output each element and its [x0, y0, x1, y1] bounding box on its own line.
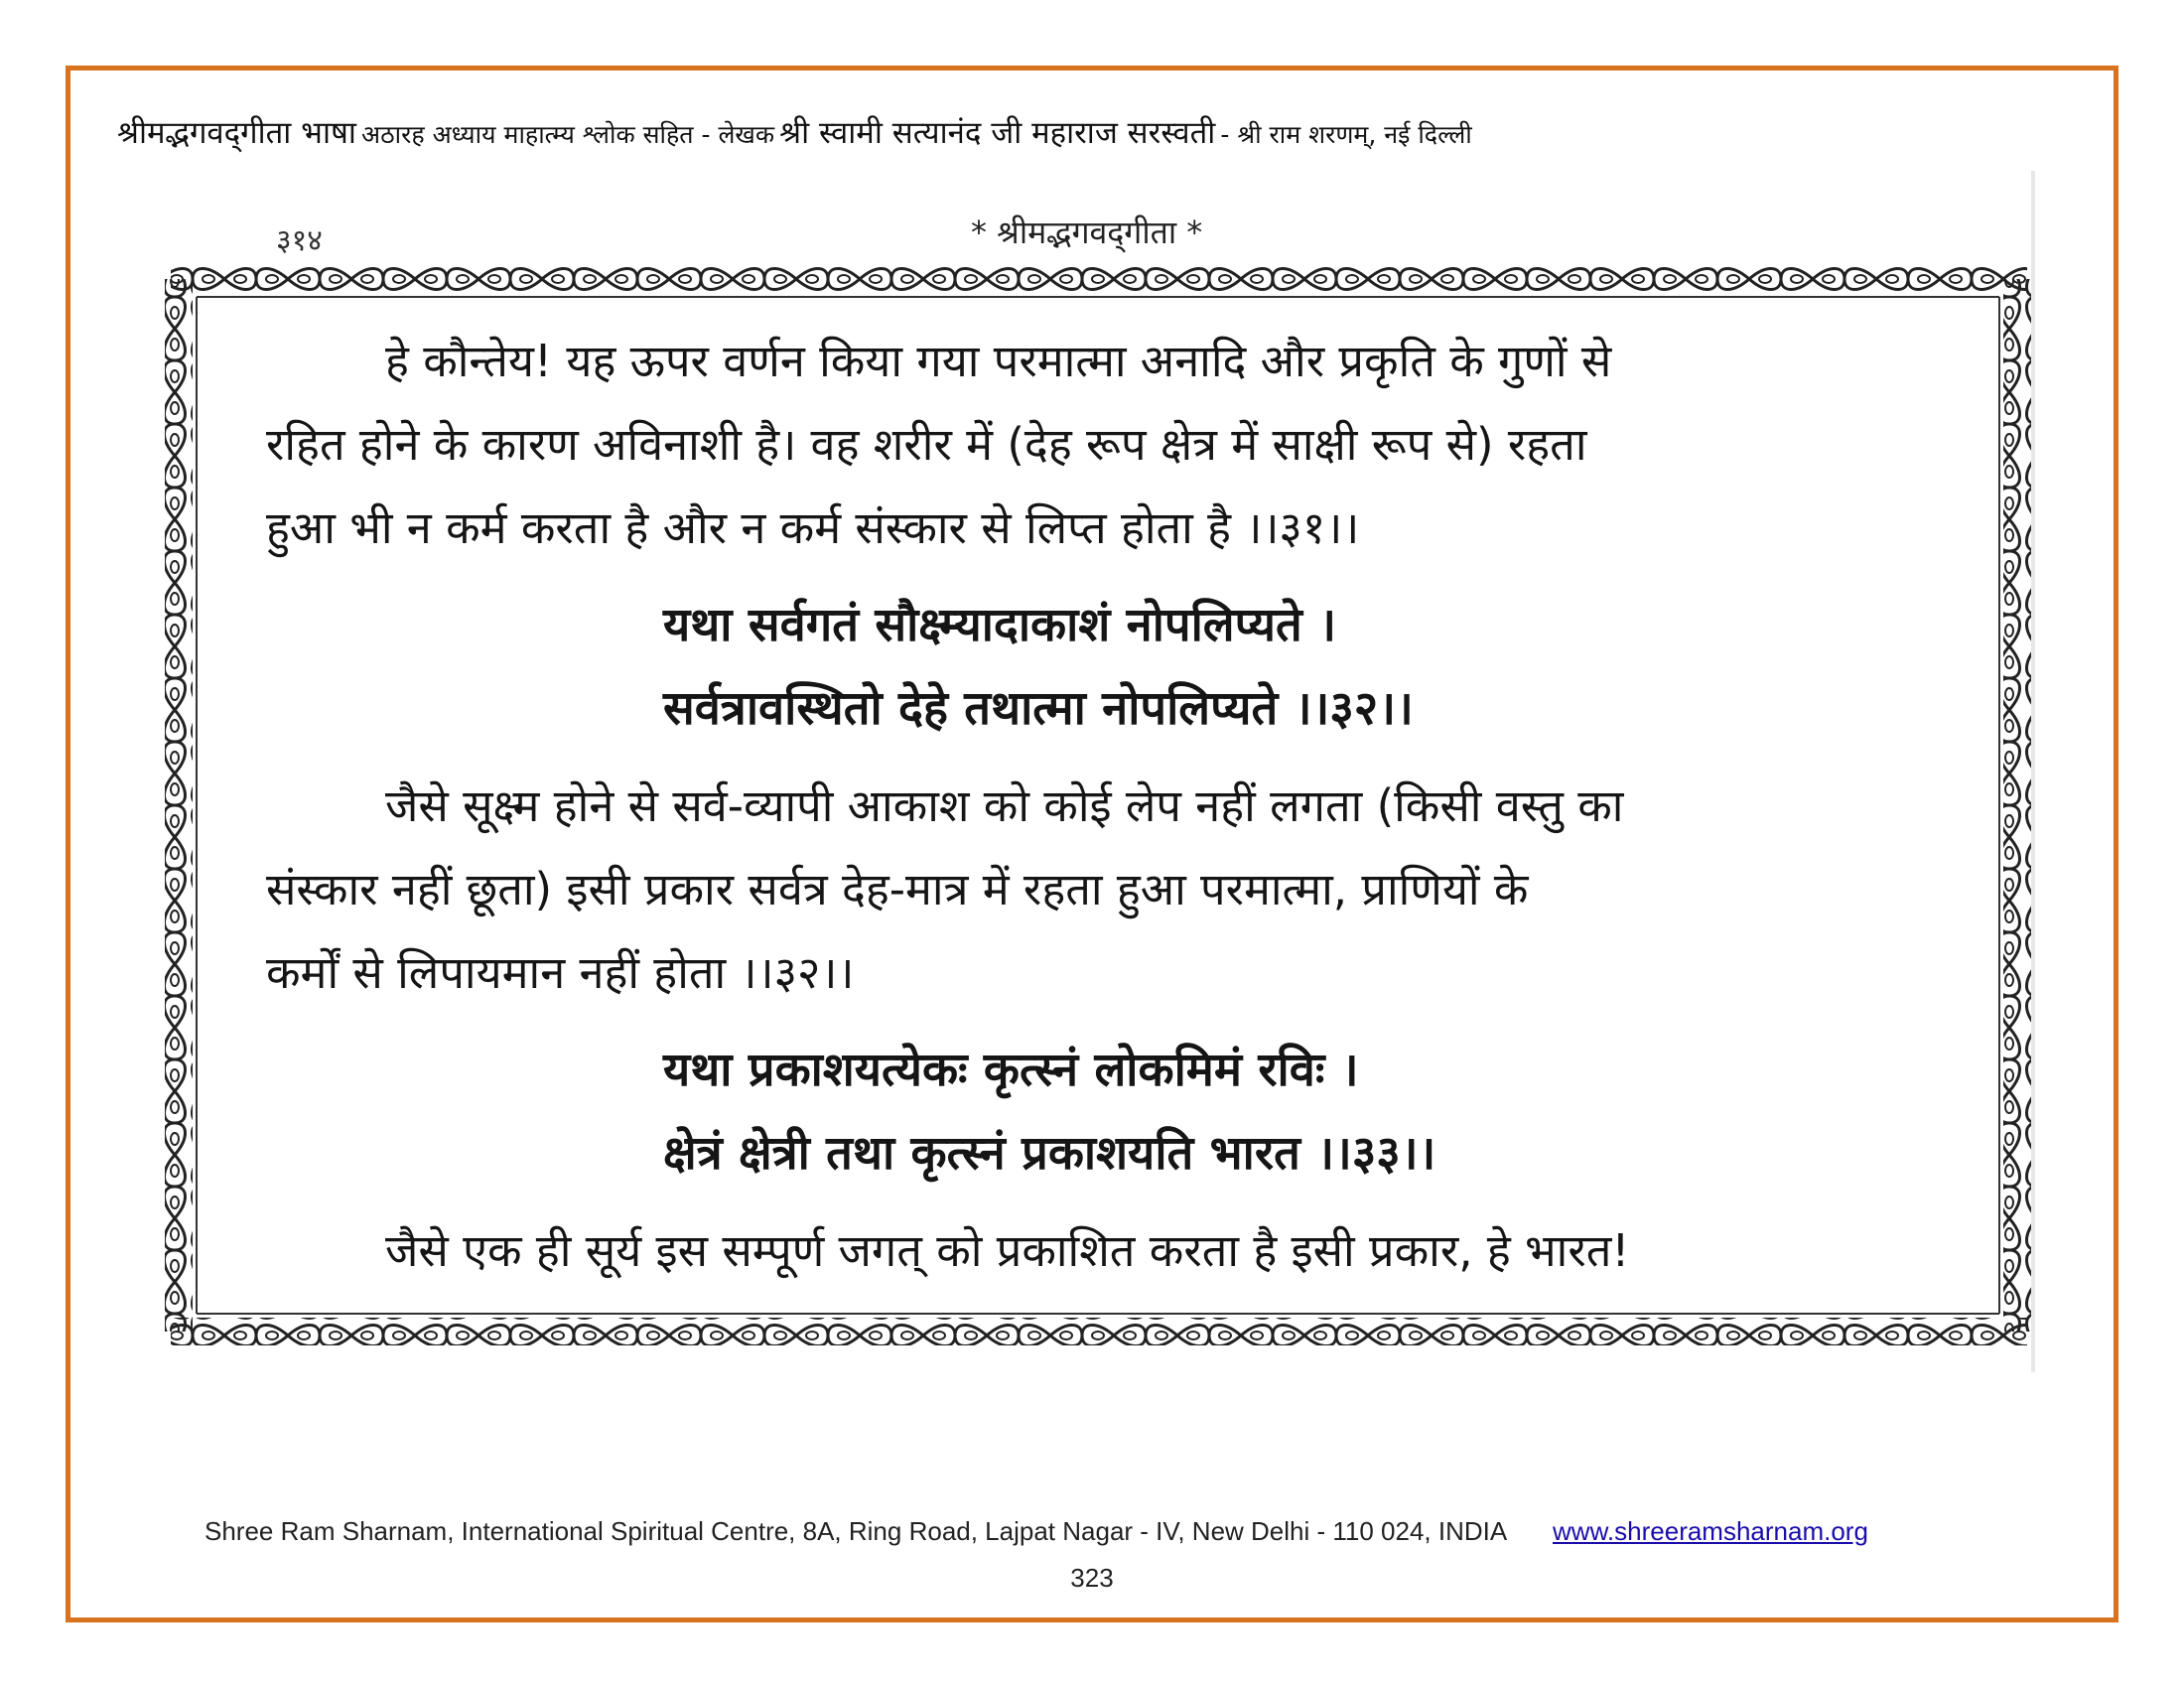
verse-line: यथा सर्वगतं सौक्ष्म्यादाकाशं नोपलिप्यते । [663, 598, 1337, 652]
paragraph-line: हुआ भी न कर्म करता है और न कर्म संस्कार से लिप्त होता है ।।३१।। [266, 501, 1360, 554]
footer-address-line [205, 1516, 1991, 1547]
document-header [117, 111, 2073, 153]
paragraph-line: जैसे सूक्ष्म होने से सर्व-व्यापी आकाश को कोई लेप नहीं लगता (किसी वस्तु का [385, 779, 1624, 832]
header-author: श्री स्वामी सत्यानंद जी महाराज सरस्वती [779, 115, 1216, 151]
footer-address: Shree Ram Sharnam, International Spiritual Centre, 8A, Ring Road, Lajpat Nagar - IV, New Delhi - 110 024, INDIA [205, 1516, 1506, 1546]
paragraph-line: जैसे एक ही सूर्य इस सम्पूर्ण जगत् को प्रकाशित करता है इसी प्रकार, हे भारत! [385, 1224, 1630, 1277]
website-link[interactable]: www.shreeramsharnam.org [1553, 1516, 1868, 1546]
paragraph-line: रहित होने के कारण अविनाशी है। वह शरीर में (देह रूप क्षेत्र में साक्षी रूप से) रहता [266, 418, 1587, 471]
book-page-number: ३१४ [276, 223, 323, 258]
scripture-text [266, 320, 1983, 1293]
footer-page-number: 323 [1070, 1563, 1114, 1593]
scanned-book-page [147, 171, 2063, 1372]
paragraph-line: हे कौन्तेय! यह ऊपर वर्णन किया गया परमात्मा अनादि और प्रकृति के गुणों से [385, 335, 1612, 387]
verse-line: यथा प्रकाशयत्येकः कृत्स्नं लोकमिमं रविः । [663, 1043, 1359, 1097]
paragraph-line: संस्कार नहीं छूता) इसी प्रकार सर्वत्र देह-मात्र में रहता हुआ परमात्मा, प्राणियों के [266, 863, 1529, 915]
verse-line: क्षेत्रं क्षेत्री तथा कृत्स्नं प्रकाशयति भारत ।।३३।। [663, 1126, 1436, 1181]
header-publisher: - श्री राम शरणम्, नई दिल्ली [1220, 120, 1472, 149]
header-subtitle: अठारह अध्याय माहात्म्य श्लोक सहित - लेखक [361, 120, 775, 149]
running-title: * श्रीमद्भगवद्‌गीता * [971, 213, 1203, 251]
verse-line: सर्वत्रावस्थितो देहे तथात्मा नोपलिप्यते ।।३२।। [663, 681, 1414, 736]
paragraph-line: कर्मों से लिपायमान नहीं होता ।।३२।। [266, 946, 855, 999]
header-title: श्रीमद्भगवद्‌गीता भाषा [117, 115, 356, 151]
